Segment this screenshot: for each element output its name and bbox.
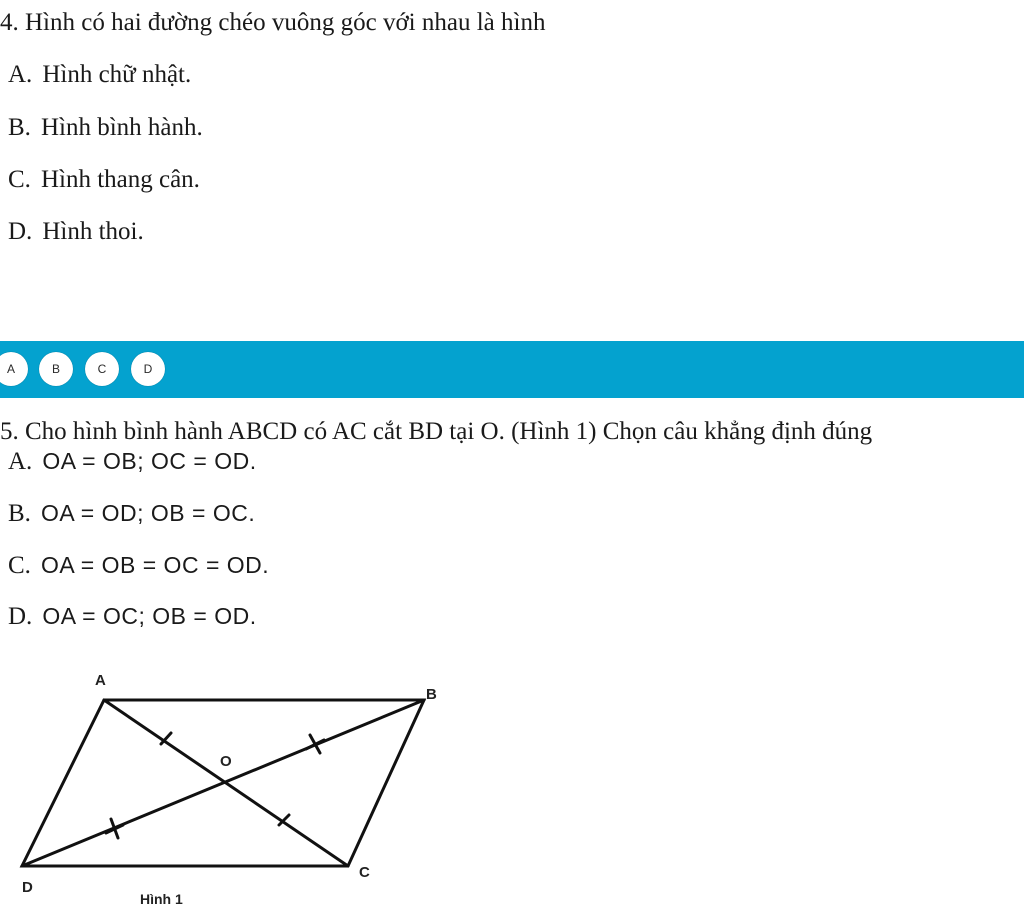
answer-button-c[interactable]: C [85,352,119,386]
answer-button-b[interactable]: B [39,352,73,386]
parallelogram-figure [0,655,460,909]
option-text: Hình thang cân. [40,166,200,193]
option-letter: D. [8,218,33,245]
parallelogram-diagram [0,655,460,909]
vertex-label-c: C [359,864,370,881]
question-5-option-c [8,550,269,581]
question-5-title: 5. Cho hình bình hành ABCD có AC cắt BD tại O. (Hình 1) Chọn câu khẳng định đúng [0,418,873,445]
vertex-label-d: D [22,879,33,896]
option-letter: D. [8,603,33,630]
question-4-option-a [8,60,191,90]
option-text: Hình thoi. [42,218,144,245]
question-5-option-d [8,601,257,632]
option-text: OA = OD; OB = OC. [40,500,256,526]
vertex-label-b: B [426,686,437,703]
center-label-o: O [220,753,232,770]
option-text: Hình chữ nhật. [42,61,192,88]
answer-bar [0,341,1024,398]
question-4-option-b [8,113,203,143]
question-5-option-b [8,498,255,529]
figure-caption: Hình 1 [140,891,183,907]
option-letter: A. [8,448,33,475]
question-5-option-a [8,446,257,477]
option-text: Hình bình hành. [40,114,203,141]
option-letter: C. [8,552,31,579]
option-letter: B. [8,500,31,527]
diagonal-bd [22,700,424,866]
option-letter: B. [8,114,31,141]
answer-button-a[interactable]: A [0,352,28,386]
option-letter: C. [8,166,31,193]
option-text: OA = OC; OB = OD. [42,603,257,629]
option-text: OA = OB; OC = OD. [42,448,257,474]
vertex-label-a: A [95,672,106,689]
answer-button-d[interactable]: D [131,352,165,386]
question-4-option-c [8,165,200,195]
question-4-option-d [8,217,144,247]
option-letter: A. [8,61,33,88]
question-4-title: 4. Hình có hai đường chéo vuông góc với nhau là hình [0,9,546,36]
option-text: OA = OB = OC = OD. [40,552,270,578]
